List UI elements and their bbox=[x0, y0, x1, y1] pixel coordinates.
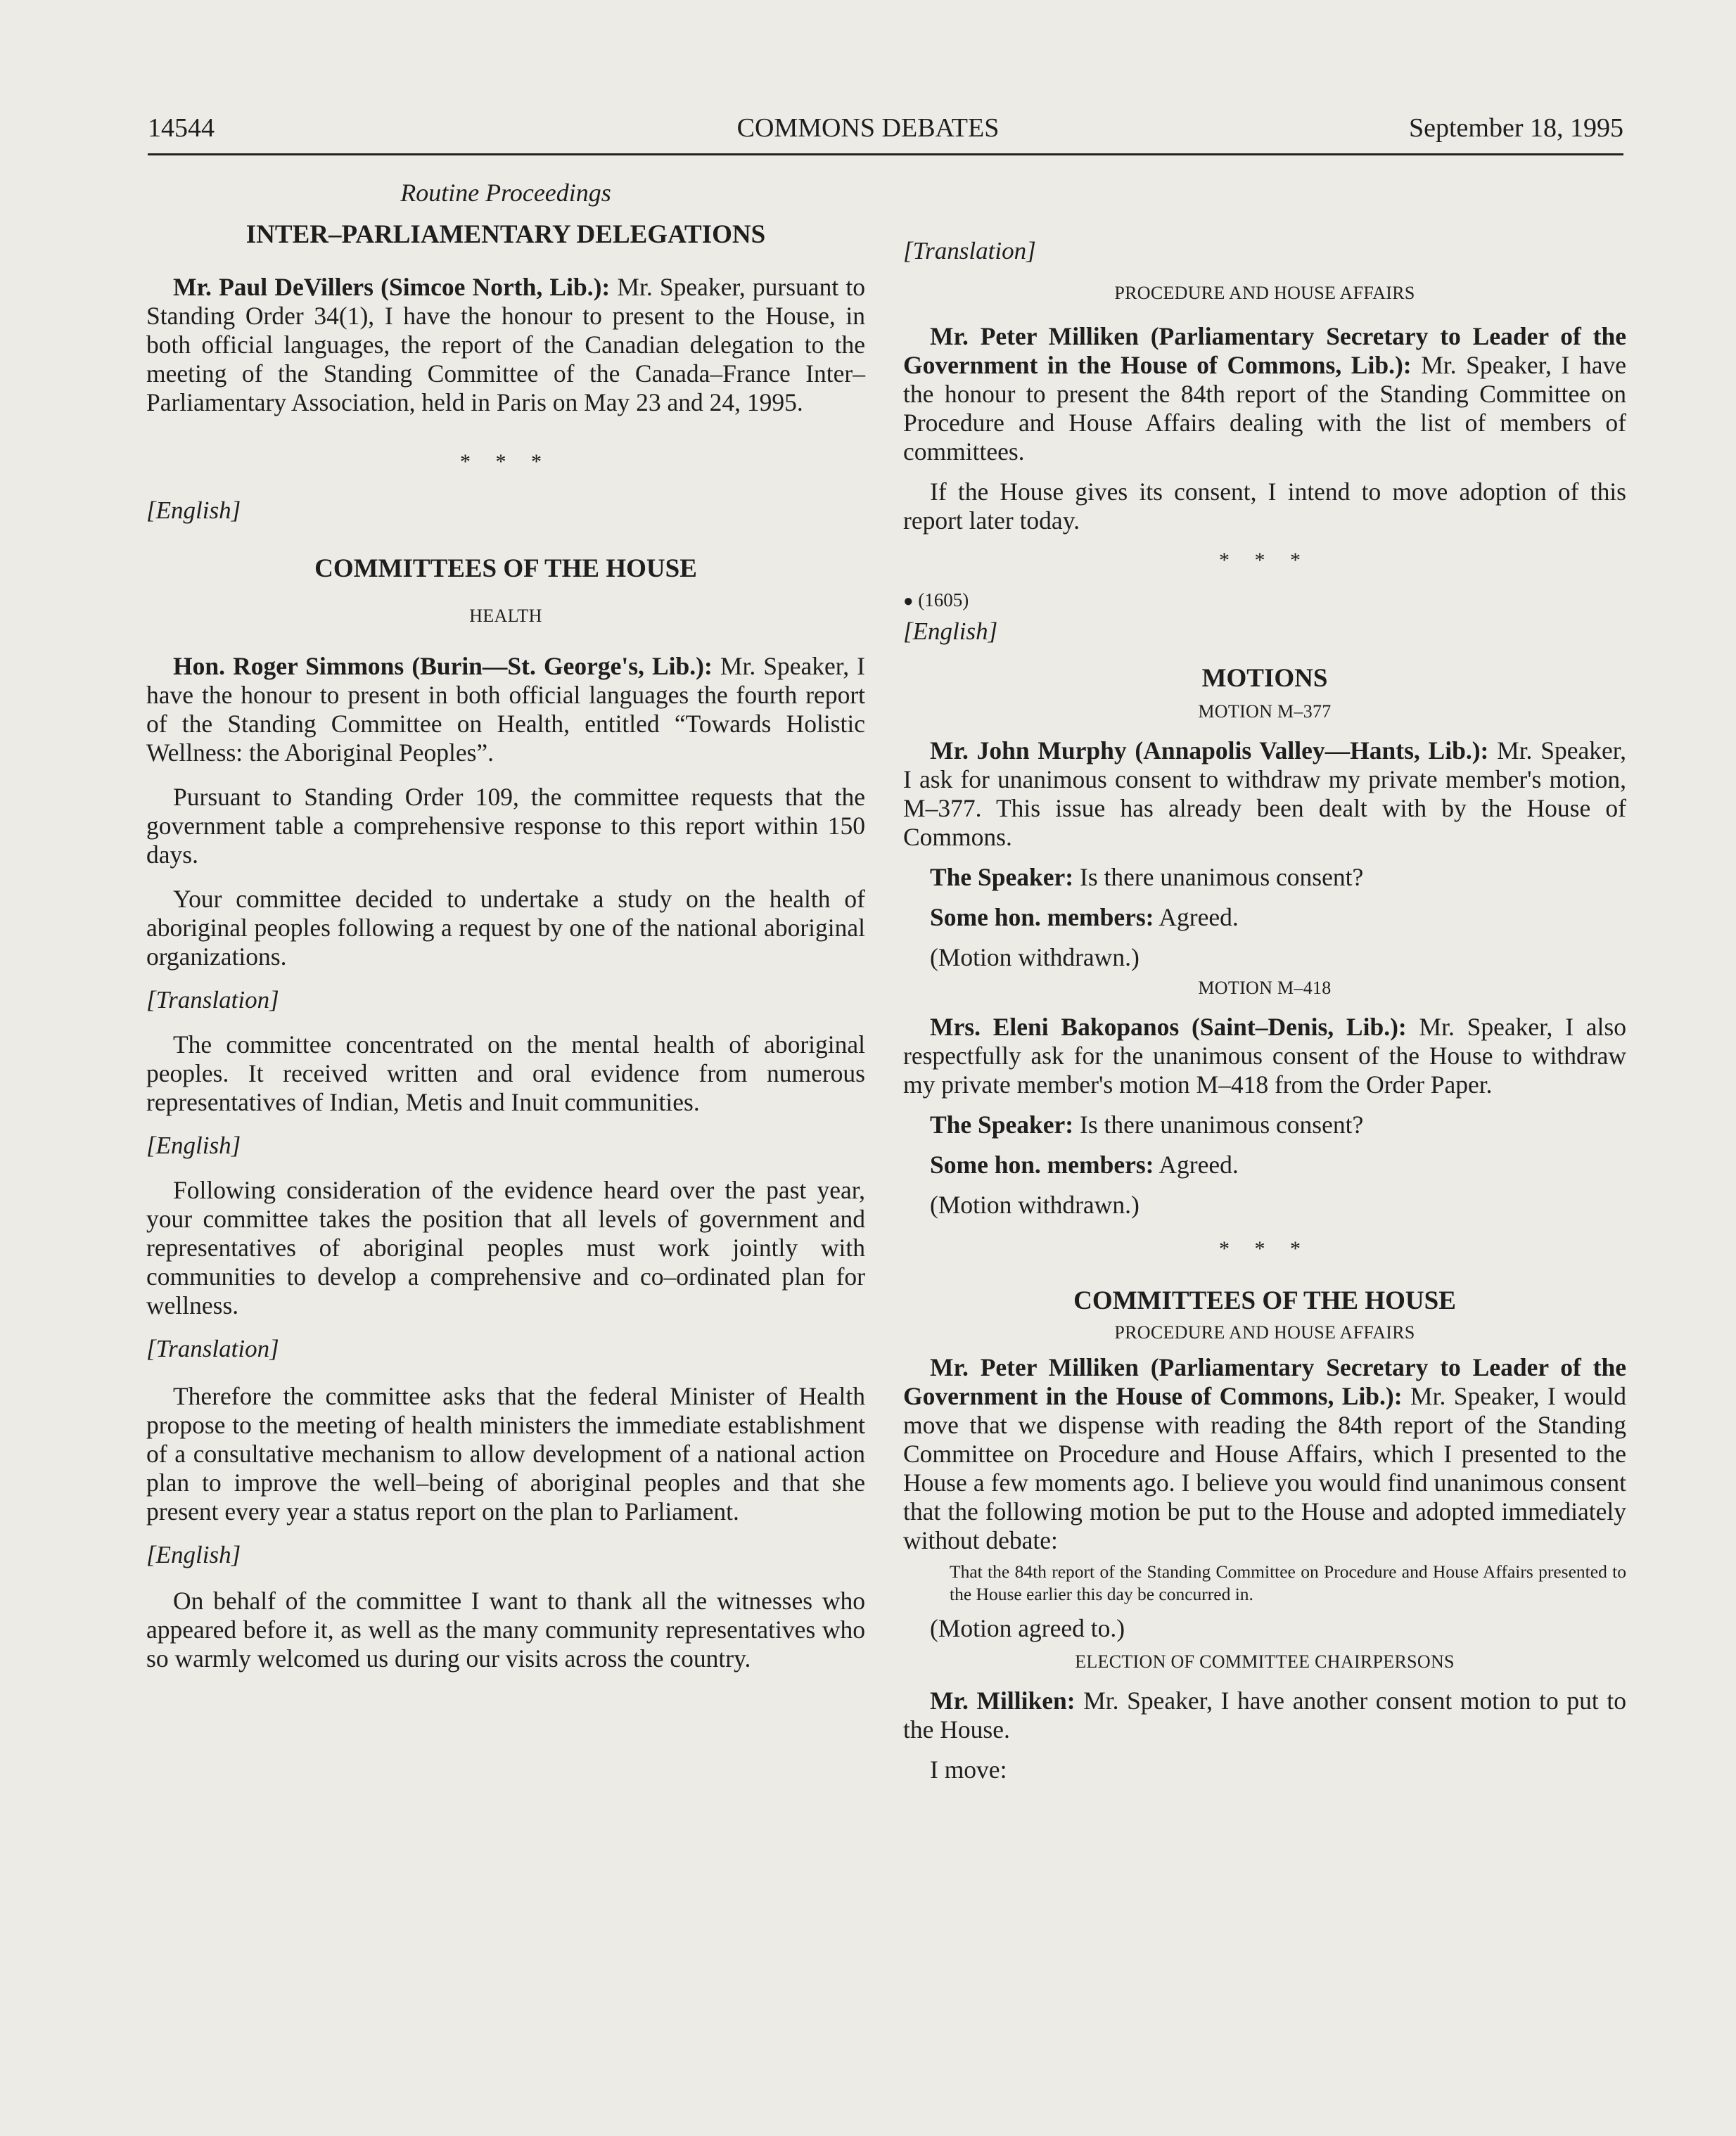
paragraph: The committee concentrated on the mental health of aboriginal peoples. It received written and oral evidence from numerous representatives of Indian, Metis and Inuit communities. bbox=[146, 1030, 865, 1116]
language-tag: [Translation] bbox=[146, 986, 279, 1013]
paragraph-text: Mr. Speaker, pursuant to Standing Order 34(1), I have the honour to present to the House, in both official languages, the report of the Canadian delegation to the meeting of the Standing Committee of the Canada–France Inter–Parliamentary Association, held in Paris on May 23 and 24, 1995. bbox=[146, 273, 865, 416]
committees-title: COMMITTEES OF THE HOUSE bbox=[1073, 1286, 1456, 1315]
milliken-paragraph bbox=[903, 1353, 1626, 1555]
header-rule bbox=[148, 153, 1623, 155]
devillers-paragraph bbox=[146, 273, 865, 417]
section-heading: Routine Proceedings bbox=[400, 179, 611, 207]
speaker-name: Some hon. members: bbox=[930, 1151, 1154, 1179]
speaker-name: Mr. Peter Milliken (Parliamentary Secretary to Leader of the Government in the House of Commons, Lib.): bbox=[903, 1353, 1626, 1410]
speaker-name: The Speaker: bbox=[930, 863, 1074, 891]
language-tag: [Translation] bbox=[903, 237, 1036, 264]
timestamp-text: (1605) bbox=[918, 589, 969, 610]
paragraph-text: Mr. Speaker, I have the honour to present the 84th report of the Standing Committee on Procedure and House Affairs dealing with the list of members of committees. bbox=[903, 351, 1626, 466]
language-tag: [English] bbox=[903, 618, 998, 645]
murphy-paragraph bbox=[903, 736, 1626, 852]
paragraph: I move: bbox=[930, 1756, 1007, 1784]
paragraph: Pursuant to Standing Order 109, the committee requests that the government table a comprehensive response to this report within 150 days. bbox=[146, 783, 865, 869]
subheading-election: ELECTION OF COMMITTEE CHAIRPERSONS bbox=[1075, 1651, 1455, 1672]
paragraph: On behalf of the committee I want to thank all the witnesses who appeared before it, as well as the many community representatives who so warmly welcomed us during our visits across the country. bbox=[146, 1587, 865, 1673]
paragraph-text: Agreed. bbox=[1154, 1151, 1239, 1179]
bullet-icon: ● bbox=[903, 592, 914, 610]
language-tag: [English] bbox=[146, 497, 241, 524]
page-date: September 18, 1995 bbox=[1408, 113, 1623, 143]
paragraph-text: Agreed. bbox=[1154, 903, 1239, 931]
paragraph: If the House gives its consent, I intend to move adoption of this report later today. bbox=[903, 478, 1626, 535]
language-tag: [English] bbox=[146, 1132, 241, 1159]
milliken-short-paragraph bbox=[903, 1687, 1626, 1744]
paragraph: Following consideration of the evidence heard over the past year, your committee takes the position that all levels of government and representatives of aboriginal peoples must work jointly with communities to develop a comprehensive and co–ordinated plan for wellness. bbox=[146, 1176, 865, 1319]
paragraph-text: Mr. Speaker, I also respectfully ask for the unanimous consent of the House to withdraw my private member's motion M–418 from the Order Paper. bbox=[903, 1013, 1626, 1099]
paragraph: Your committee decided to undertake a study on the health of aboriginal peoples following a request by one of the national aboriginal organizations. bbox=[146, 885, 865, 971]
motion-result: (Motion withdrawn.) bbox=[930, 1191, 1140, 1219]
speaker-name: Mr. Milliken: bbox=[930, 1687, 1076, 1715]
section-separator: * * * bbox=[1219, 1237, 1310, 1260]
motion-result: (Motion agreed to.) bbox=[930, 1614, 1125, 1642]
speaker-question bbox=[903, 1111, 1626, 1139]
section-separator: * * * bbox=[460, 450, 551, 473]
speaker-name: Mrs. Eleni Bakopanos (Saint–Denis, Lib.): bbox=[930, 1013, 1407, 1041]
motions-title: MOTIONS bbox=[1201, 664, 1328, 693]
delegations-title: INTER–PARLIAMENTARY DELEGATIONS bbox=[245, 220, 766, 249]
speaker-name: Mr. John Murphy (Annapolis Valley—Hants, Lib.): bbox=[930, 736, 1489, 765]
right-column bbox=[903, 177, 1626, 1784]
speaker-name: Mr. Paul DeVillers (Simcoe North, Lib.): bbox=[173, 273, 611, 301]
committees-title: COMMITTEES OF THE HOUSE bbox=[314, 554, 697, 583]
speaker-name: Some hon. members: bbox=[930, 903, 1154, 931]
motion-number: MOTION M–377 bbox=[1198, 701, 1332, 722]
speaker-name: Hon. Roger Simmons (Burin—St. George's, Lib.): bbox=[173, 652, 713, 680]
motion-number: MOTION M–418 bbox=[1198, 978, 1332, 998]
paragraph-text: Mr. Speaker, I ask for unanimous consent to withdraw my private member's motion, M–377. This issue has already been dealt with by the House of Commons. bbox=[903, 736, 1627, 851]
simmons-paragraph bbox=[146, 652, 865, 767]
timestamp bbox=[903, 587, 1626, 614]
members-answer bbox=[903, 903, 1626, 932]
paragraph-text: Mr. Speaker, I would move that we dispense with reading the 84th report of the Standing Committee on Procedure and House Affairs, which I presented to the House a few moments ago. I believe you would find unanimous consent that the following motion be put to the House and adopted immediately without debate: bbox=[903, 1382, 1626, 1554]
milliken-paragraph bbox=[903, 322, 1626, 466]
paragraph-text: Mr. Speaker, I have another consent motion to put to the House. bbox=[903, 1687, 1627, 1744]
subheading-procedure: PROCEDURE AND HOUSE AFFAIRS bbox=[1114, 1322, 1415, 1343]
paragraph-text: Mr. Speaker, I have the honour to present in both official languages the fourth report of the Standing Committee on Health, entitled “Towards Holistic Wellness: the Aboriginal Peoples”. bbox=[146, 652, 865, 767]
paragraph: Therefore the committee asks that the federal Minister of Health propose to the meeting of health ministers the immediate establishment of a consultative mechanism to allow development of a national action plan to improve the well–being of aboriginal peoples and that she present every year a status report on the plan to Parliament. bbox=[146, 1382, 865, 1526]
page-number: 14544 bbox=[148, 113, 215, 143]
paragraph-text: Is there unanimous consent? bbox=[1073, 863, 1364, 891]
publication-title: COMMONS DEBATES bbox=[736, 113, 1000, 143]
motion-text: That the 84th report of the Standing Committee on Procedure and House Affairs presented to the House earlier this day be concurred in. bbox=[950, 1561, 1626, 1604]
speaker-question bbox=[903, 863, 1626, 892]
speaker-name: The Speaker: bbox=[930, 1111, 1074, 1139]
paragraph-text: Is there unanimous consent? bbox=[1073, 1111, 1364, 1139]
language-tag: [English] bbox=[146, 1541, 241, 1568]
members-answer bbox=[903, 1151, 1626, 1179]
subheading-procedure: PROCEDURE AND HOUSE AFFAIRS bbox=[1114, 283, 1415, 303]
section-separator: * * * bbox=[1219, 549, 1310, 572]
left-column bbox=[146, 177, 865, 1673]
motion-result: (Motion withdrawn.) bbox=[930, 943, 1140, 971]
speaker-name: Mr. Peter Milliken (Parliamentary Secretary to Leader of the Government in the House of Commons, Lib.): bbox=[903, 322, 1626, 379]
bakopanos-paragraph bbox=[903, 1013, 1626, 1099]
language-tag: [Translation] bbox=[146, 1335, 279, 1362]
subheading-health: HEALTH bbox=[469, 606, 542, 626]
